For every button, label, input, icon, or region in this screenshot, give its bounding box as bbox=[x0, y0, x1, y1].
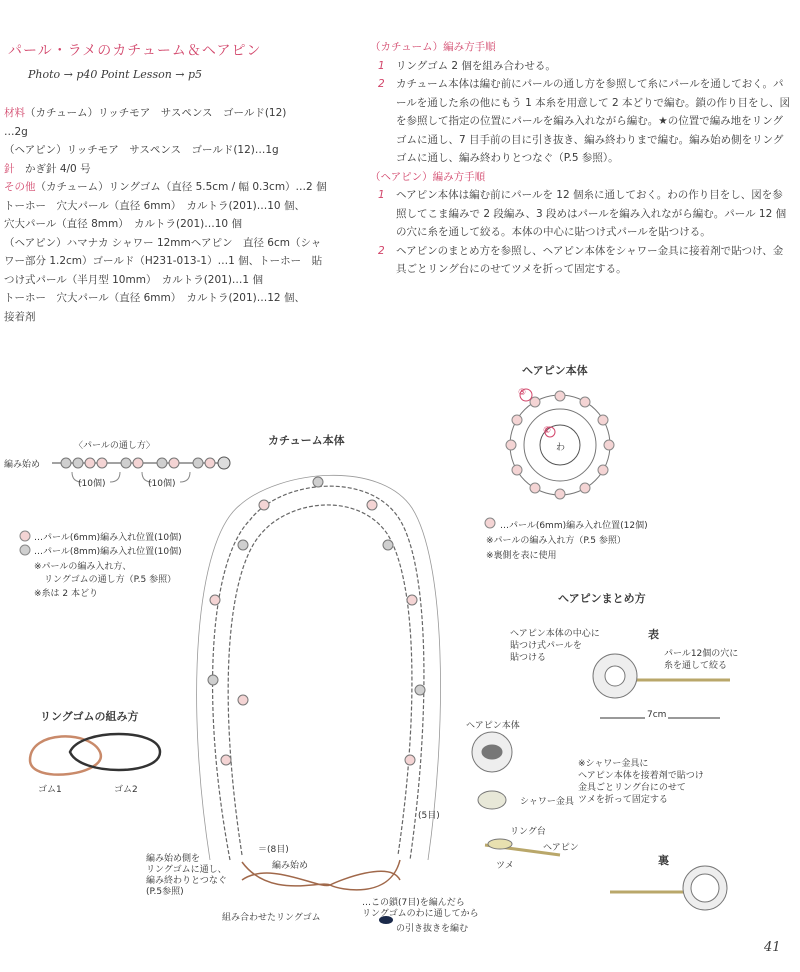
photo-reference: Photo → p40 Point Lesson → p5 bbox=[28, 68, 203, 81]
pearl-note: パール12個の穴に 糸を通して絞る bbox=[664, 649, 739, 671]
ring-gum-diagram bbox=[30, 734, 160, 775]
hb-label: ヘアピン本体 bbox=[466, 721, 520, 731]
tsume-label: ツメ bbox=[496, 861, 514, 871]
ring-base-label: リング台 bbox=[510, 827, 546, 837]
row8-label: ＝(8目) bbox=[258, 845, 289, 855]
row-1: ① bbox=[543, 426, 552, 436]
shower-label: シャワー金具 bbox=[520, 797, 574, 807]
material-line: つけ式パール（半月型 10mm） カルトラ(201)…1 個 bbox=[4, 273, 263, 286]
threading-start: 編み始め bbox=[4, 460, 41, 470]
material-line: 材料（カチューム）リッチモア サスペンス ゴールド(12) bbox=[4, 107, 287, 119]
material-line: トーホー 穴大パール（直径 6mm） カルトラ(201)…12 個、 bbox=[4, 292, 305, 304]
start-note: 編み始め側を リングゴムに通し、 編み終わりとつなぐ (P.5参照) bbox=[146, 854, 227, 897]
material-line: （ヘアピン）ハマナカ シャワー 12mmヘアピン 直径 6cm（シャ bbox=[4, 236, 322, 249]
hairpin-body-title: ヘアピン本体 bbox=[522, 364, 588, 377]
length-label: 7cm bbox=[647, 710, 667, 720]
legend-pearl8: …パール(8mm)編み入れ位置(10個) bbox=[34, 547, 182, 557]
row-3: ③ bbox=[518, 388, 527, 398]
katyumu-body bbox=[197, 475, 441, 860]
page-number: 41 bbox=[764, 940, 781, 955]
hairpin-label: ヘアピン bbox=[543, 843, 579, 853]
yarn-ball-icon bbox=[218, 457, 230, 469]
material-line: 接着剤 bbox=[4, 310, 36, 323]
legend-note1: ※パールの編み入れ方、 bbox=[34, 562, 132, 572]
material-line: …2g bbox=[4, 125, 28, 138]
front-label: 表 bbox=[648, 628, 659, 641]
assembly-title: ヘアピンまとめ方 bbox=[558, 592, 646, 605]
material-line: ワー部分 1.2cm）ゴールド（H231-013-1）…1 個、トーホー 貼 bbox=[4, 255, 323, 267]
ring-label-2: ゴム2 bbox=[114, 785, 138, 795]
row5-label: (5目) bbox=[418, 811, 440, 821]
katyumu-pearls bbox=[208, 477, 425, 765]
threading-caption: 〈パールの通し方〉 bbox=[74, 441, 155, 451]
katyumu-heading: （カチューム）編み方手順 bbox=[370, 41, 496, 53]
legend-note3: ※糸は 2 本どり bbox=[34, 589, 98, 599]
threading-count-right: (10個) bbox=[148, 479, 176, 489]
material-line: 穴大パール（直径 8mm） カルトラ(201)…10 個 bbox=[4, 218, 242, 230]
material-line: （ヘアピン）リッチモア サスペンス ゴールド(12)…1g bbox=[4, 144, 279, 156]
step: 2 ヘアピンのまとめ方を参照し、ヘアピン本体をシャワー金具に接着剤で貼つけ、金具ごとリング台にのせてツメを折って固定する。 bbox=[378, 244, 784, 275]
start-label: 編み始め bbox=[272, 861, 309, 871]
hairpin-heading: （ヘアピン）編み方手順 bbox=[370, 170, 486, 183]
center-note: ヘアピン本体の中心に 貼つけ式パールを 貼つける bbox=[510, 629, 600, 663]
material-line: 針 かぎ針 4/0 号 bbox=[4, 162, 91, 175]
page-title: パール・ラメのカチューム＆ヘアピン bbox=[8, 43, 262, 59]
threading-count-left: (10個) bbox=[78, 479, 106, 489]
ring-label-1: ゴム1 bbox=[38, 785, 62, 795]
material-line: その他（カチューム）リングゴム（直径 5.5cm / 幅 0.3cm）…2 個 bbox=[4, 181, 327, 193]
hairpin-note2: ※裏側を表に使用 bbox=[486, 551, 557, 561]
katyumu-title: カチューム本体 bbox=[268, 434, 345, 447]
material-line: トーホー 穴大パール（直径 6mm） カルトラ(201)…10 個、 bbox=[4, 199, 305, 212]
ring-combined-label: 組み合わせたリングゴム bbox=[222, 913, 321, 923]
legend-pearl6: …パール(6mm)編み入れ位置(10個) bbox=[34, 533, 182, 543]
star-note: …この鎖(7目)を編んだら リングゴムのわに通してから bbox=[362, 898, 479, 919]
assembly-back bbox=[610, 866, 727, 910]
ring-center: わ bbox=[556, 443, 566, 453]
legend-note2: リングゴムの通し方（P.5 参照） bbox=[44, 575, 177, 585]
ring-title: リングゴムの組み方 bbox=[40, 710, 139, 723]
step: 1 リングゴム 2 個を組み合わせる。 bbox=[378, 59, 556, 72]
hairpin-note1: ※パールの編み入れ方（P.5 参照） bbox=[486, 536, 626, 546]
step: 2 カチューム本体は編む前にパールの通し方を参照して糸にパールを通しておく。パールを通した糸の他にもう 1 本糸を用意して 2 本どりで編む。鎖の作り目をし、図を参照して指定の位置にパールを編み入れながら編む。★の位置で編み地をリングゴムに通し、7 目手前の目に引き抜き、編み終わりまで編む。編み始め側をリングゴムに通し、編み終わりとつなぐ（P.5 参照）。 bbox=[378, 78, 790, 164]
back-label: 裏 bbox=[658, 854, 669, 867]
assembly-note: ※シャワー金具に ヘアピン本体を接着剤で貼つけ 金具ごとリング台にのせて ツメを折って固定する bbox=[578, 759, 704, 805]
step: 1 ヘアピン本体は編む前にパールを 12 個糸に通しておく。わの作り目をし、図を参照してこま編みで 2 段編み、3 段めはパールを編み入れながら編む。パール 12 個の穴に糸を通して絞る。本体の中心に貼つけ式パールを貼つける。 bbox=[378, 189, 787, 238]
oval-note: の引き抜きを編む bbox=[396, 924, 469, 934]
hairpin-legend: …パール(6mm)編み入れ位置(12個) bbox=[500, 521, 648, 531]
